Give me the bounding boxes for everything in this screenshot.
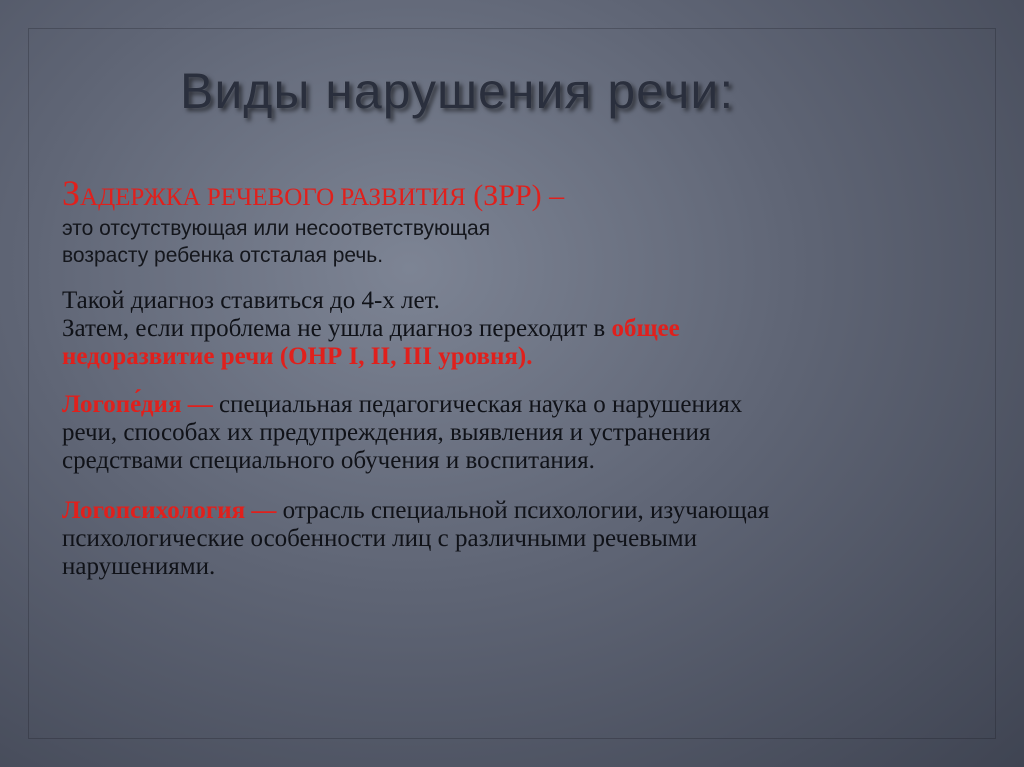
logopsychology-line: нарушениями. (62, 553, 216, 580)
logopsychology-line (62, 497, 962, 525)
logopedia-section (62, 391, 962, 475)
logopedia-line: речи, способах их предупреждения, выявления и устранения (62, 419, 711, 446)
zrr-definition (62, 215, 962, 269)
logopsychology-term: Логопсихология — (62, 497, 277, 524)
zrr-definition-line: возрасту ребенка отсталая речь. (62, 244, 384, 267)
logopsychology-section (62, 497, 962, 581)
zrr-heading-rest: АДЕРЖКА РЕЧЕВОГО РАЗВИТИЯ (80, 184, 466, 211)
zrr-heading-initial: З (62, 173, 81, 213)
slide-content (62, 173, 962, 581)
zrr-section (62, 173, 962, 269)
diagnosis-section (62, 287, 962, 371)
diagnosis-highlight-line: недоразвитие речи (ОНР I, II, III уровня). (62, 343, 533, 370)
logopedia-line: средствами специального обучения и воспитания. (62, 447, 595, 474)
diagnosis-line: Такой диагноз ставиться до 4-х лет. (62, 287, 440, 314)
logopedia-term: Логопе́дия — (62, 391, 213, 418)
zrr-heading (62, 173, 962, 215)
diagnosis-line (62, 315, 962, 343)
zrr-definition-line: это отсутствующая или несоответствующая (62, 217, 491, 240)
logopedia-line (62, 391, 962, 419)
zrr-heading-abbr: (ЗРР) – (465, 179, 565, 212)
slide-title: Виды нарушения речи: (180, 63, 735, 119)
diagnosis-highlight: общее (611, 315, 680, 342)
logopedia-text: специальная педагогическая наука о нарушениях (212, 391, 743, 418)
diagnosis-text: Затем, если проблема не ушла диагноз переходит в (62, 315, 612, 342)
logopsychology-line: психологические особенности лиц с различными речевыми (62, 525, 697, 552)
logopsychology-text: отрасль специальной психологии, изучающая (276, 497, 770, 524)
